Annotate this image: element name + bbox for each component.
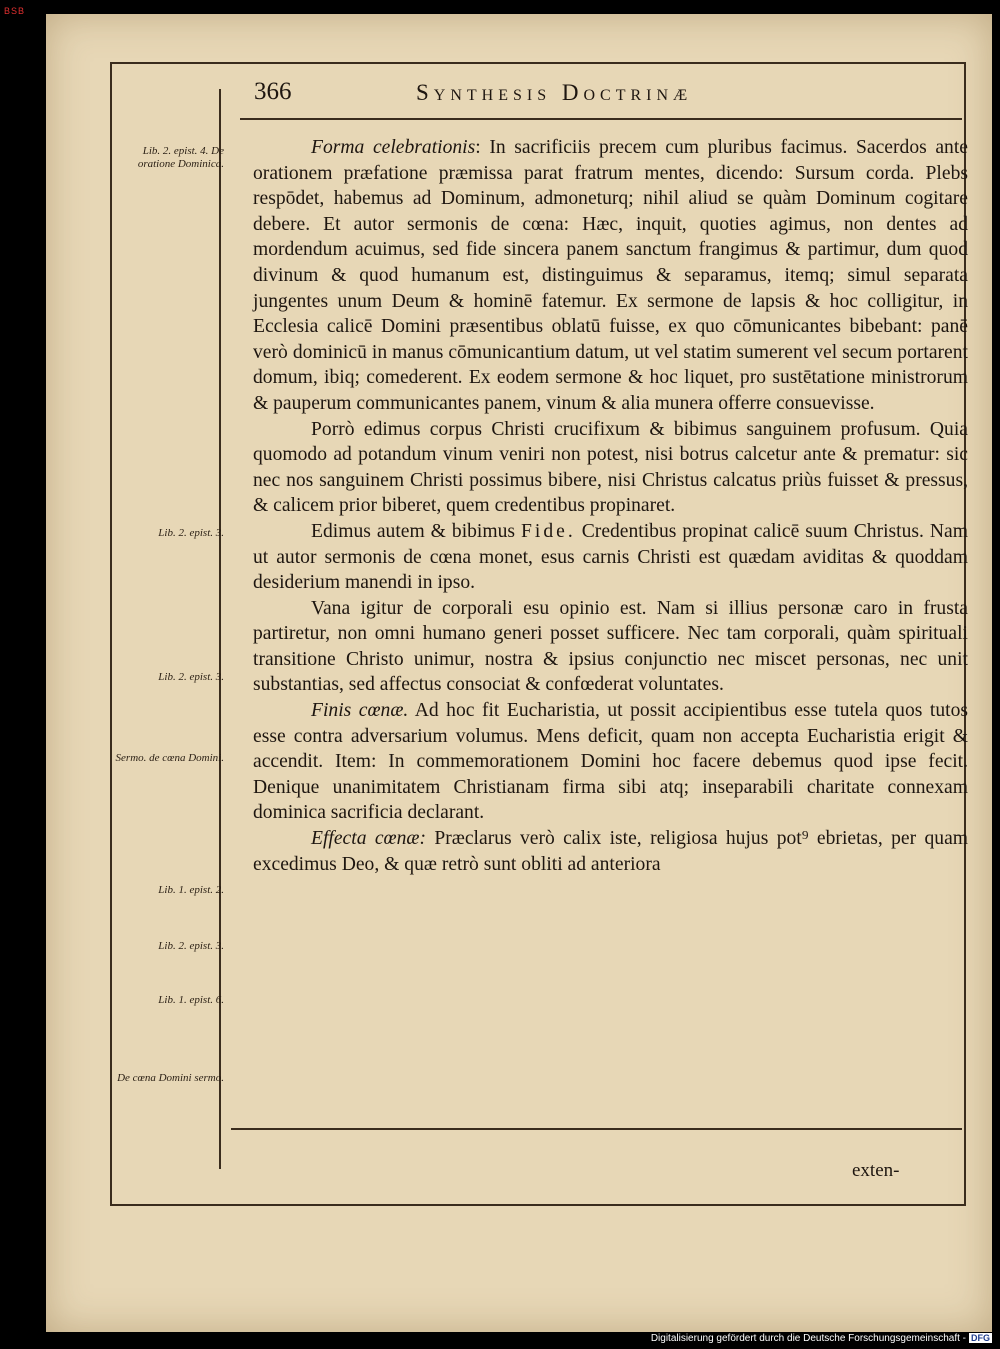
paragraph-text: Porrò edimus corpus Christi crucifixum & bibimus sanguinem profusum. Quia quomodo ad potandum vinum veniri non potest, nisi botrus calcetur ante & prematur: sic nec nos sanguinem Christi possimus bibere, nisi Christus calcatus priùs fuisset & pressus, & calicem prior biberet, quem credentibus propinaret. — [253, 418, 968, 517]
dfg-logo: DFG — [971, 1333, 990, 1343]
book-page — [46, 14, 992, 1332]
margin-note: Lib. 1. epist. 2. — [158, 884, 224, 896]
paragraph-text: Credentibus propinat calicē suum Christus. Nam ut autor sermonis de cœna monet, esus carnis Christi est quædam aviditas & quoddam desiderium manendi in ipso. — [253, 520, 968, 594]
paragraph-text: Præclarus verò calix iste, religiosa hujus pot⁹ ebrietas, per quam excedimus Deo, & quæ retrò sunt obliti ad anteriora — [253, 828, 969, 875]
section-lead: Effecta cœnæ: — [311, 828, 427, 850]
paragraph-finis — [253, 698, 968, 826]
paragraph-text: : In sacrificiis precem cum pluribus facimus. Sacerdos ante orationem præfatione præmissa parat fratrum mentes, dicendo: Sursum corda. Plebs respōdet, habemus ad Dominum, admoneturq; nihil aliud se quàm Dominum cogitare debere. Et autor sermonis de cœna: Hæc, inquit, quoties agimus, non dentes ad mordendum acuimus, sed fide sincera panem sanctum frangimus & partimur, dum quod divinum & quod humanum est, distinguimus & separamus, itemq; simul separata jungentes unum Deum & hominē fatemur. Ex sermone de lapsis & hoc colligitur, in Ecclesia calicē Domini præsentibus oblatū fuisse, ex quo cōmunicantes bibebant: panē verò dominicū in manus cōmunicantium datum, ut vel statim sumerent vel secum portarent domum, ibiq; comederent. Ex eodem sermone & hoc liquet, pro sustētatione ministrorum & pauperum communicantes panem, vinum & alia munera offerre consuevisse. — [253, 137, 968, 414]
section-lead: Forma celebrationis — [311, 137, 476, 158]
header-rule — [240, 118, 962, 120]
margin-note: Lib. 2. epist. 3. — [158, 671, 224, 683]
section-lead: Finis cœnæ. — [311, 700, 409, 722]
margin-note: Sermo. de cœna Domini. — [115, 752, 224, 764]
running-title: Synthesis Doctrinæ — [416, 80, 693, 105]
margin-note: Lib. 2. epist. 3. — [158, 527, 224, 539]
paragraph-effecta — [253, 826, 968, 877]
fide-word: Fide. — [521, 520, 576, 542]
paragraph-porro — [253, 417, 968, 519]
paragraph-text: Ad hoc fit Eucharistia, ut possit accipientibus esse tutela quos tutos esse contra adversarium volumus. Mens deficit, quam non accepta Eucharistia erigit & accendit. Item: In commemorationem Domini hoc facere debemus quod ipse fecit. Denique unanimitatem Christianam firma sibi atq; inseparabili charitate connexam dominica sacrificia declarant. — [253, 700, 968, 824]
paragraph-forma — [253, 135, 968, 417]
catchword: exten- — [852, 1160, 900, 1181]
margin-note: Lib. 2. epist. 4. De oratione Dominica. — [137, 145, 224, 170]
margin-note: De cœna Domini sermo. — [117, 1072, 224, 1084]
paragraph-vana — [253, 596, 968, 698]
digitization-credit — [651, 1333, 992, 1344]
page-number: 366 — [254, 78, 292, 105]
credit-text: Digitalisierung gefördert durch die Deutsche Forschungsgemeinschaft - — [650, 1333, 966, 1344]
footer-rule — [231, 1128, 962, 1130]
main-text — [253, 135, 968, 877]
paragraph-text: Edimus autem & bibimus — [311, 520, 522, 542]
margin-note: Lib. 2. epist. 3. — [158, 940, 224, 952]
margin-note: Lib. 1. epist. 6. — [158, 994, 224, 1006]
library-mark: BSB — [4, 6, 26, 16]
paragraph-edimus — [253, 519, 968, 596]
running-head — [254, 78, 954, 112]
paragraph-text: Vana igitur de corporali esu opinio est. Nam si illius personæ caro in frusta partiretur, non omni humano generi posset sufficere. Nec tam corporali, quàm spirituali transitione Christo unimur, nostra & ipsius conjunctio nec miscet personas, nec unit substantias, sed affectus consociat & confœderat voluntates. — [253, 597, 968, 696]
margin-rule — [219, 89, 221, 1169]
